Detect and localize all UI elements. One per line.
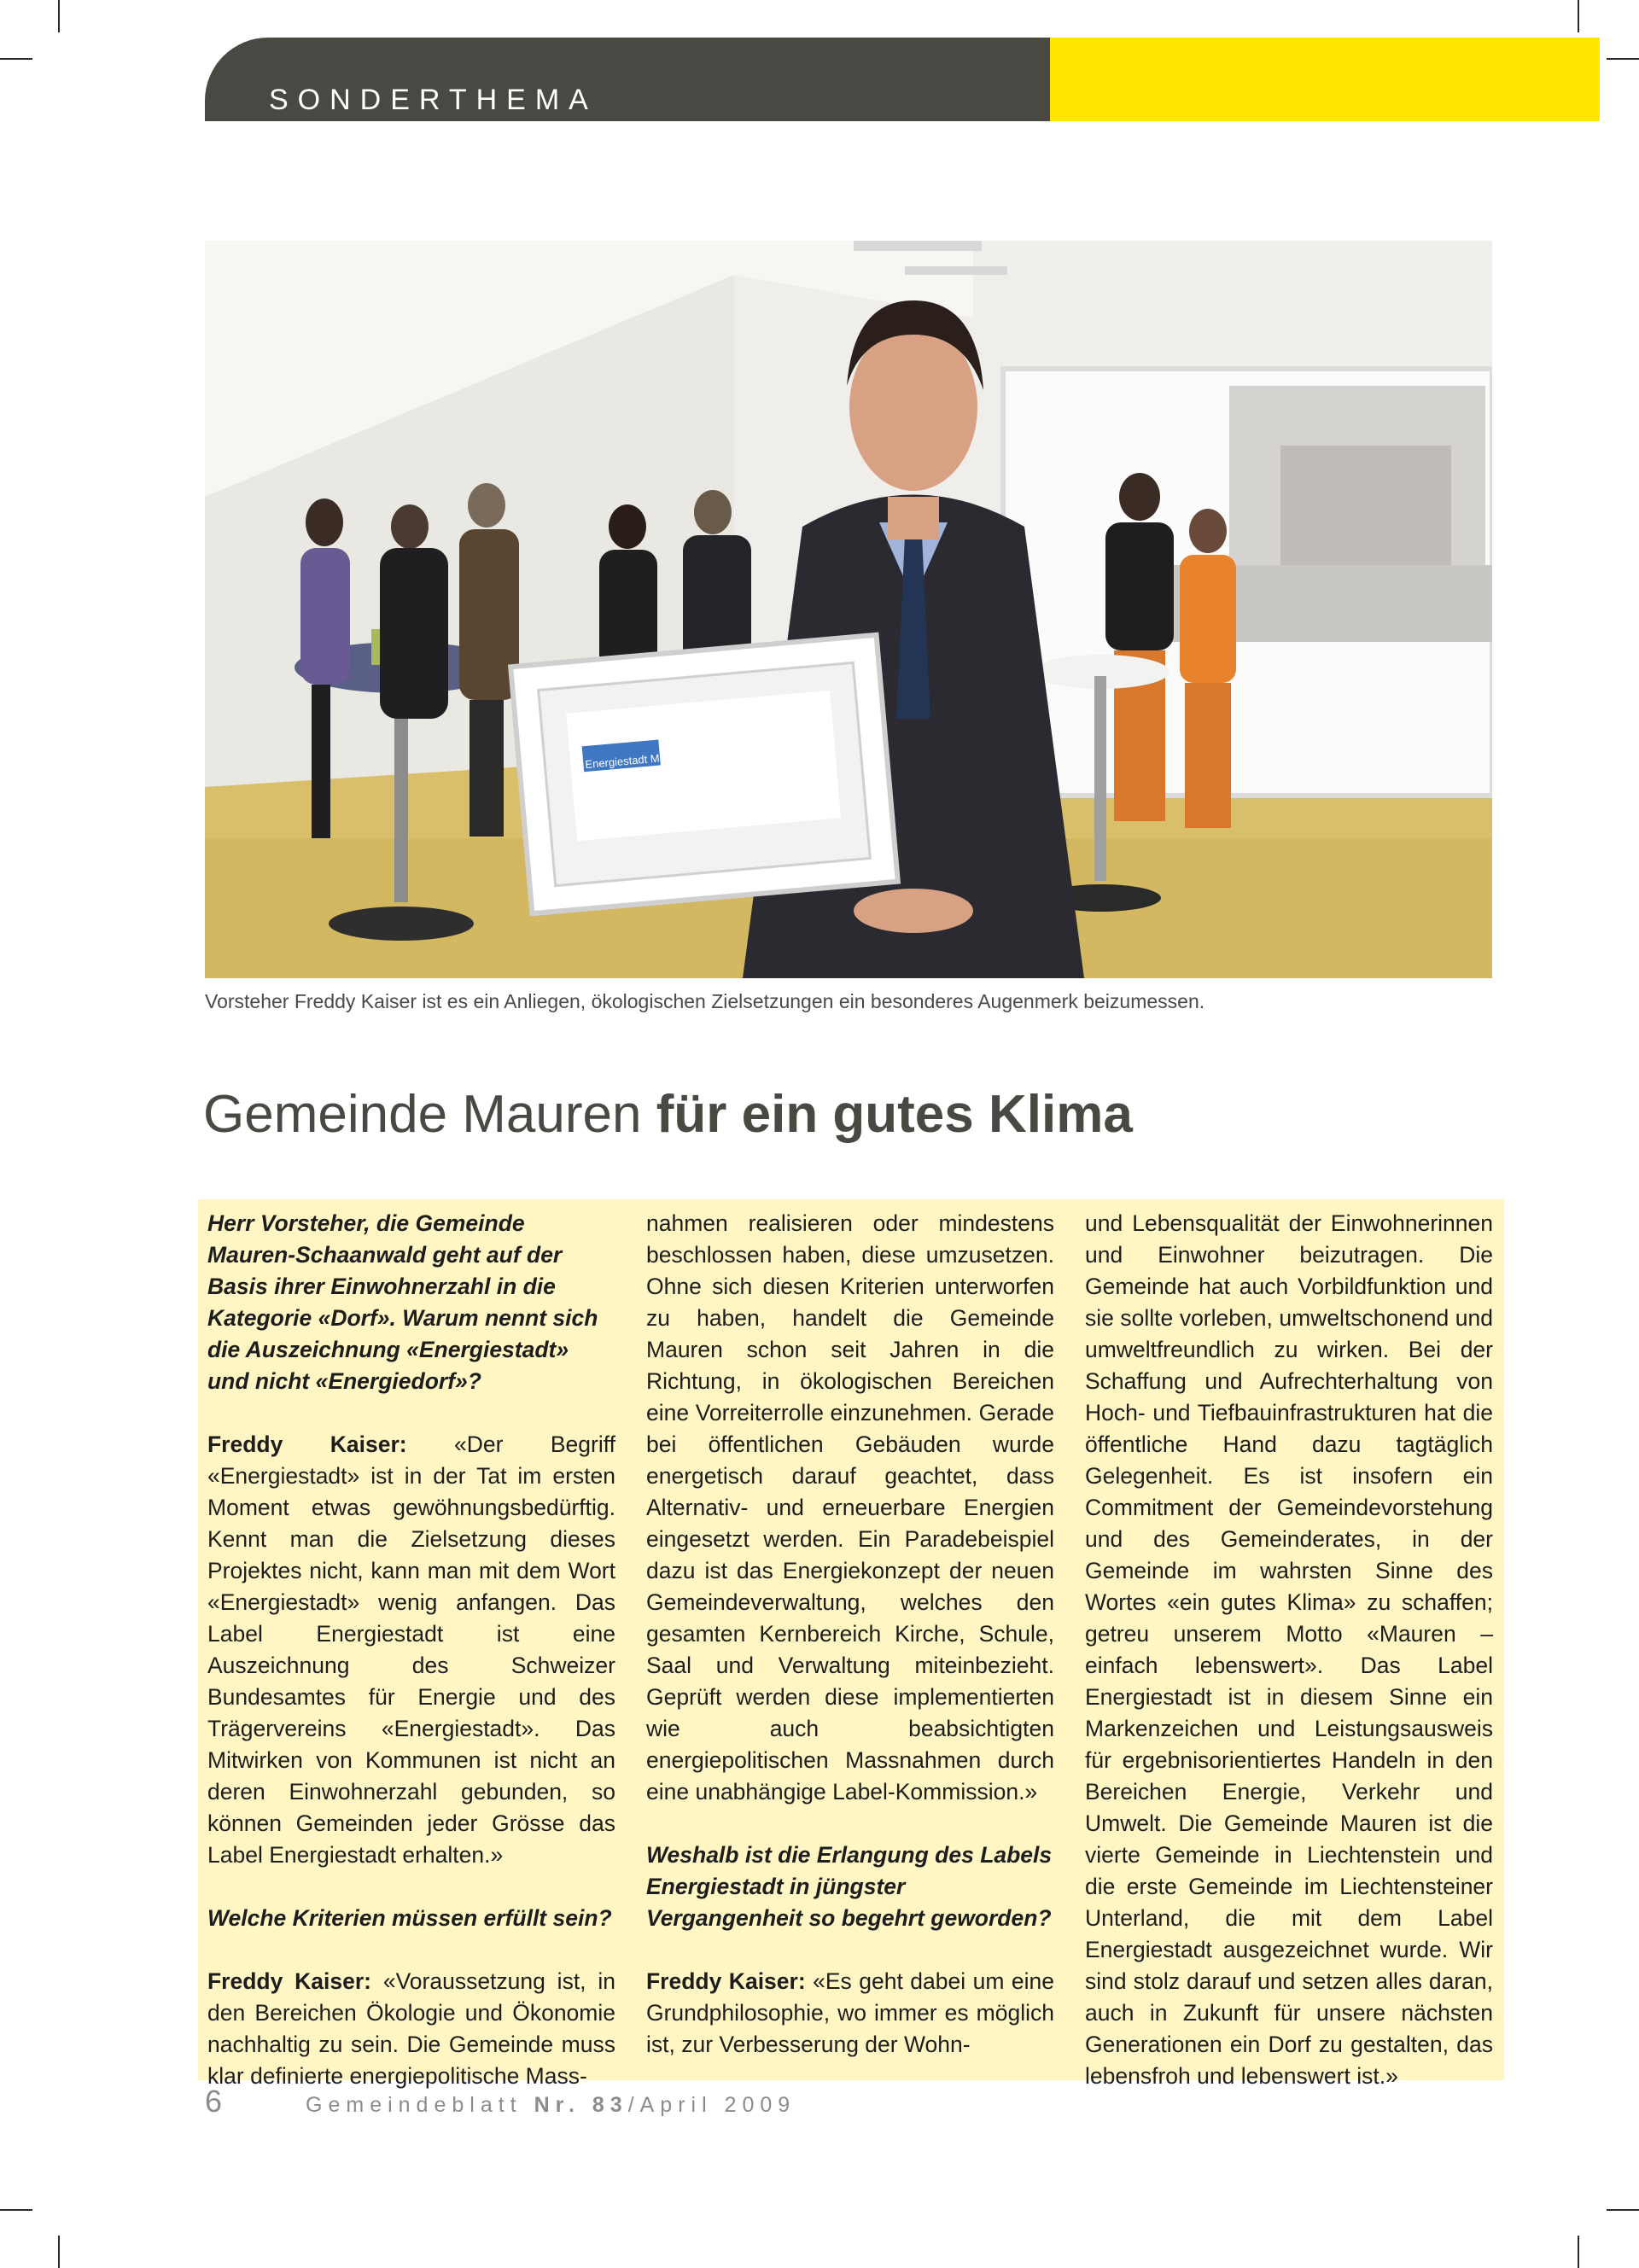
crop-mark — [1607, 58, 1639, 60]
answer-text: «Der Begriff «Energiestadt» ist in der Tat im ersten Moment etwas gewöhnungsbedürftig. Kennt man die Zielsetzung dieses Projektes nicht, kann man mit dem Wort «Energiestadt» wenig anfangen. Das Label Energiestadt ist eine Auszeichnung des Schweizer Bundesamtes für Energie und des Trägervereins «Energiestadt». Das Mitwirken von Kommunen ist nicht an deren Einwohnerzahl gebunden, so können Gemeinden jeder Grösse das Label Energiestadt erhalten.» — [207, 1431, 615, 1868]
interview-answer — [207, 1966, 615, 2092]
crop-mark — [0, 58, 32, 60]
headline-bold: für ein gutes Klima — [656, 1085, 1133, 1144]
crop-mark — [58, 2236, 60, 2268]
interview-answer — [646, 1966, 1054, 2061]
certificate-label: Energiestadt Mauren — [584, 749, 689, 772]
publication-name: Gemeindeblatt — [306, 2093, 522, 2117]
crop-mark — [58, 0, 60, 32]
article-column-1 — [207, 1208, 615, 2092]
answer-speaker: Freddy Kaiser: — [646, 1968, 806, 1994]
interview-question: Welche Kriterien müssen erfüllt sein? — [207, 1905, 612, 1931]
page-number: 6 — [205, 2084, 223, 2119]
section-label: SONDERTHEMA — [269, 84, 598, 116]
answer-speaker: Freddy Kaiser: — [207, 1431, 407, 1457]
answer-speaker: Freddy Kaiser: — [207, 1968, 372, 1994]
publication-info — [306, 2093, 796, 2117]
article-column-2 — [646, 1208, 1054, 2061]
interview-question: Herr Vorsteher, die Gemeinde Mauren-Schaanwald geht auf der Basis ihrer Einwohnerzahl in die Kategorie «Dorf». Warum nennt sich die Auszeichnung «Energiestadt» und nicht «Energiedorf»? — [207, 1210, 598, 1394]
page-footer — [205, 2084, 796, 2119]
issue-date: /April 2009 — [627, 2093, 796, 2117]
crop-mark — [0, 2209, 32, 2211]
crop-mark — [1607, 2209, 1639, 2211]
interview-question: Weshalb ist die Erlangung des Labels Energiestadt in jüngster Vergangenheit so begehrt geworden? — [646, 1842, 1053, 1931]
crop-mark — [1578, 2236, 1579, 2268]
article-headline — [203, 1084, 1133, 1145]
photo-caption: Vorsteher Freddy Kaiser ist es ein Anliegen, ökologischen Zielsetzungen ein besonderes Augenmerk beizumessen. — [205, 990, 1205, 1012]
interview-answer — [207, 1429, 615, 1871]
answer-text: nahmen realisieren oder mindestens beschlossen haben, diese umzusetzen. Ohne sich diesen Kriterien unterworfen zu haben, handelt die Gemeinde Mauren schon seit Jahren in die Richtung, in ökologischen Bereichen eine Vorreiterrolle einzunehmen. Gerade bei öffentlichen Gebäuden wurde energetisch darauf geachtet, dass Alternativ- und erneuerbare Energien eingesetzt werden. Ein Paradebeispiel dazu ist das Energiekonzept der neuen Gemeindeverwaltung, welches den gesamten Kernbereich Kirche, Schule, Saal und Verwaltung miteinbezieht. Geprüft werden diese implementierten wie auch beabsichtigten energiepolitischen Massnahmen durch eine unabhängige Label-Kommission.» — [646, 1210, 1054, 1804]
crop-mark — [1578, 0, 1579, 32]
article-column-3 — [1085, 1208, 1493, 2092]
headline-light: Gemeinde Mauren — [203, 1085, 642, 1144]
yellow-accent-band — [1050, 38, 1600, 121]
photo-illustration — [205, 241, 1492, 978]
issue-number: Nr. 83 — [534, 2093, 628, 2117]
answer-text: «Voraussetzung ist, in den Bereichen Ökologie und Ökonomie nachhaltig zu sein. Die Gemeinde muss klar definierte energiepolitische Mass- — [207, 1968, 615, 2089]
article-photo — [205, 241, 1492, 978]
answer-text: «Es geht dabei um eine Grundphilosophie, wo immer es möglich ist, zur Verbesserung der Wohn- — [646, 1968, 1054, 2057]
answer-text: und Lebensqualität der Einwohnerinnen und Einwohner beizutragen. Die Gemeinde hat auch Vorbildfunktion und sie sollte vorleben, umweltschonend und umweltfreundlich zu wirken. Bei der Schaffung und Aufrechterhaltung von Hoch- und Tiefbauinfrastrukturen hat die öffentliche Hand dazu tagtäglich Gelegenheit. Es ist insofern ein Commitment der Gemeindevorstehung und des Gemeinderates, in der Gemeinde im wahrsten Sinne des Wortes «ein gutes Klima» zu schaffen; getreu unserem Motto «Mauren – einfach lebenswert». Das Label Energiestadt ist in diesem Sinne ein Markenzeichen und Leistungsausweis für ergebnisorientiertes Handeln in den Bereichen Energie, Verkehr und Umwelt. Die Gemeinde Mauren ist die vierte Gemeinde in Liechtenstein und die erste Gemeinde im Liechtensteiner Unterland, die mit dem Label Energiestadt ausgezeichnet wurde. Wir sind stolz darauf und setzen alles daran, auch in Zukunft für unsere nächsten Generationen ein Dorf zu gestalten, das lebensfroh und lebenswert ist.» — [1085, 1210, 1493, 2089]
